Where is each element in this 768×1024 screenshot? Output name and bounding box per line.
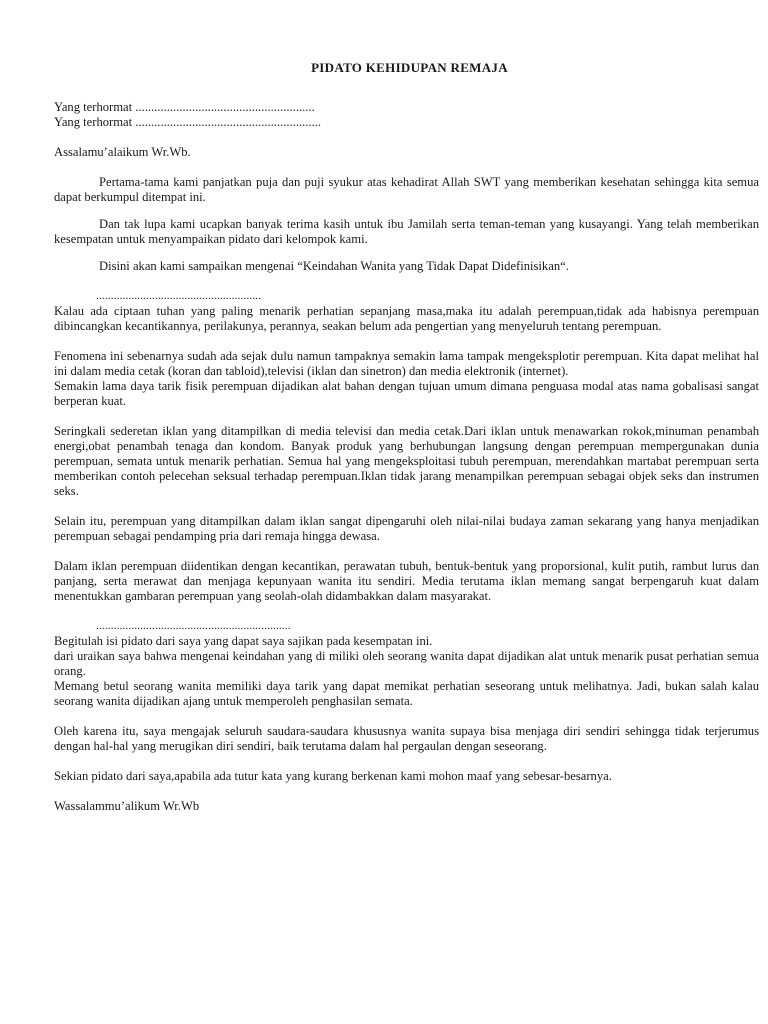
closing-paragraph-2: dari uraikan saya bahwa mengenai keindahan yang di miliki oleh seorang wanita dapat dijadikan alat untuk menarik pusat perhatian semua orang. [54,649,759,678]
body-paragraph-2: Fenomena ini sebenarnya sudah ada sejak dulu namun tampaknya semakin lama tampak mengeksplotir perempuan. Kita dapat melihat hal ini dalam media cetak (koran dan tabloid),televisi (iklan dan sinetron) dan media elektronik (internet). [54,349,759,378]
spacer [54,544,759,559]
spacer [54,334,759,349]
separator-dots-2: .................................................................. [96,620,291,632]
opening-paragraph-topic: Disini akan kami sampaikan mengenai “Keindahan Wanita yang Tidak Dapat Didefinisikan“. [99,259,569,273]
body-paragraph-4: Seringkali sederetan iklan yang ditampilkan di media televisi dan media cetak.Dari iklan untuk menawarkan rokok,minuman penambah energi,obat penambah tenaga dan kondom. Banyak produk yang berhubungan langsung dengan perempuan mempergunakan dunia perempuan, semata untuk menarik perhatian. Semua hal yang mengeksploitasi tubuh perempuan, merendahkan martabat perempuan serta memberikan contoh pelecehan seksual terhadap perempuan.Iklan tidak jarang menampilkan perempuan sebagai objek seks dan instrumen seks. [54,424,759,498]
closing-greeting: Wassalammu’alikum Wr.Wb [54,799,200,813]
closing-paragraph-5: Sekian pidato dari saya,apabila ada tutur kata yang kurang berkenan kami mohon maaf yang sebesar-besarnya. [54,769,612,783]
spacer [54,274,759,289]
body-paragraph-1: Kalau ada ciptaan tuhan yang paling menarik perhatian sepanjang masa,maka itu adalah perempuan,tidak ada habisnya perempuan dibincangkan kecantikannya, perilakunya, perannya, seakan belum ada pengertian yang menyeluruh tentang perempuan. [54,304,759,333]
spacer [54,247,759,259]
body-paragraph-3: Semakin lama daya tarik fisik perempuan dijadikan alat bahan dengan tujuan umum dimana penguasa modal atas nama gobalisasi sangat berperan kuat. [54,379,759,408]
spacer [54,754,759,769]
body-paragraph-6: Dalam iklan perempuan diidentikan dengan kecantikan, perawatan tubuh, bentuk-bentuk yang proporsional, kulit putih, rambut lurus dan panjang, serta merawat dan menjaga kepunyaan wanita itu sendiri. Media terutama iklan memang sangat berpengaruh kuat dalam menentukkan gambaran perempuan yang seolah-olah didambakkan dalam masyarakat. [54,559,759,603]
opening-paragraph-gratitude: Pertama-tama kami panjatkan puja dan puji syukur atas kehadirat Allah SWT yang memberikan kesehatan sehingga kita semua dapat berkumpul ditempat ini. [54,175,759,204]
spacer [54,709,759,724]
spacer [54,205,759,217]
spacer [54,409,759,424]
closing-line-1: Begitulah isi pidato dari saya yang dapat saya sajikan pada kesempatan ini. [54,634,433,648]
spacer [54,130,759,145]
spacer [54,784,759,799]
salutation-2: Yang terhormat ........................................................... [54,115,322,129]
closing-paragraph-4: Oleh karena itu, saya mengajak seluruh saudara-saudara khususnya wanita supaya bisa menjaga diri sendiri sehingga tidak terjerumus dengan hal-hal yang merugikan diri sendiri, baik terutama dalam hal pergaulan dengan seseorang. [54,724,759,753]
body-paragraph-5: Selain itu, perempuan yang ditampilkan dalam iklan sangat dipengaruhi oleh nilai-nilai budaya zaman sekarang yang hanya menjadikan perempuan sebagai pendamping pria dari remaja hingga dewasa. [54,514,759,543]
spacer [54,604,759,619]
document-page [54,60,759,814]
closing-paragraph-3: Memang betul seorang wanita memiliki daya tarik yang dapat memikat perhatian seseorang untuk melihatnya. Jadi, bukan salah kalau seorang wanita dijadikan ajang untuk memperoleh penghasilan semata. [54,679,759,708]
spacer [54,499,759,514]
document-title: PIDATO KEHIDUPAN REMAJA [311,60,508,75]
opening-greeting: Assalamu’alaikum Wr.Wb. [54,145,191,159]
spacer [54,160,759,175]
separator-dots-1: ........................................................ [96,290,262,302]
opening-paragraph-thanks: Dan tak lupa kami ucapkan banyak terima kasih untuk ibu Jamilah serta teman-teman yang kusayangi. Yang telah memberikan kesempatan untuk menyampaikan pidato dari kelompok kami. [54,217,759,246]
salutation-1: Yang terhormat ......................................................... [54,100,315,114]
